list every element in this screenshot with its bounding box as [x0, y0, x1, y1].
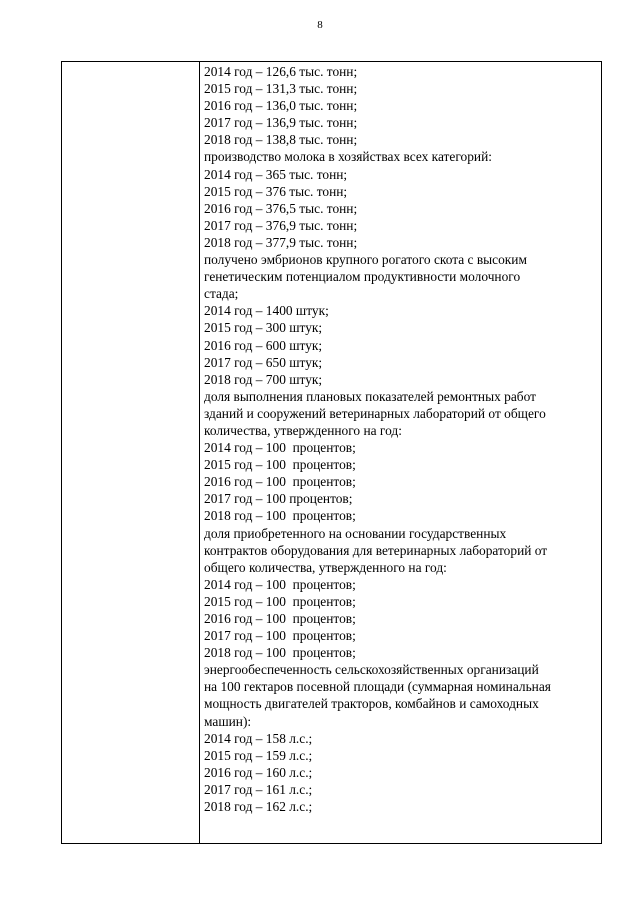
text-line: 2017 год – 100 процентов; [204, 491, 353, 507]
text-line: 2015 год – 300 штук; [204, 320, 323, 336]
text-line: зданий и сооружений ветеринарных лабораторий от общего [204, 405, 546, 421]
text-line: количества, утвержденного на год: [204, 422, 402, 438]
text-line: 2018 год – 138,8 тыс. тонн; [204, 132, 358, 148]
text-line: 2014 год – 158 л.с.; [204, 730, 313, 746]
text-line: 2016 год – 160 л.с.; [204, 764, 313, 780]
text-line: 2017 год – 650 штук; [204, 354, 323, 370]
text-line: 2017 год – 136,9 тыс. тонн; [204, 115, 358, 131]
document-table [61, 61, 602, 844]
text-line: 2017 год – 161 л.с.; [204, 781, 313, 797]
text-line: на 100 гектаров посевной площади (суммарная номинальная [204, 679, 551, 695]
text-line: 2018 год – 700 штук; [204, 371, 323, 387]
text-line: общего количества, утвержденного на год: [204, 559, 447, 575]
text-line: 2016 год – 100 процентов; [204, 611, 356, 626]
text-line: 2015 год – 100 процентов; [204, 457, 356, 473]
text-line: 2016 год – 100 процентов; [204, 474, 356, 490]
text-line: 2014 год – 100 процентов; [204, 440, 356, 456]
text-line: 2016 год – 136,0 тыс. тонн; [204, 98, 358, 114]
text-line: контрактов оборудования для ветеринарных лабораторий от [204, 542, 548, 558]
text-line: 2016 год – 376,5 тыс. тонн; [204, 200, 358, 216]
text-line: стада; [204, 286, 239, 302]
text-line: генетическим потенциалом продуктивности молочного [204, 269, 521, 285]
text-line: мощность двигателей тракторов, комбайнов и самоходных [204, 696, 539, 712]
text-line: получено эмбрионов крупного рогатого скота с высоким [204, 252, 527, 268]
page-number: 8 [317, 19, 323, 31]
text-line: 2014 год – 100 процентов; [204, 576, 356, 592]
text-line: 2015 год – 159 л.с.; [204, 747, 313, 763]
text-line: энергообеспеченность сельскохозяйственных организаций [204, 662, 539, 678]
text-line: 2018 год – 377,9 тыс. тонн; [204, 234, 358, 250]
text-line: 2014 год – 1400 штук; [204, 303, 329, 319]
text-line: 2015 год – 376 тыс. тонн; [204, 183, 348, 199]
text-line: 2015 год – 131,3 тыс. тонн; [204, 81, 358, 97]
text-line: 2018 год – 162 л.с.; [204, 799, 313, 815]
table-left-cell [62, 62, 200, 843]
text-line: 2017 год – 376,9 тыс. тонн; [204, 217, 358, 233]
text-line: 2014 год – 365 тыс. тонн; [204, 166, 348, 182]
text-line: машин): [204, 713, 252, 729]
text-line: 2017 год – 100 процентов; [204, 628, 356, 644]
table-content-cell [200, 62, 601, 843]
text-line: производство молока в хозяйствах всех категорий: [204, 149, 492, 165]
text-line: 2016 год – 600 штук; [204, 337, 323, 353]
text-line: 2014 год – 126,6 тыс. тонн; [204, 64, 358, 79]
text-line: 2018 год – 100 процентов; [204, 645, 356, 661]
text-line: доля выполнения плановых показателей ремонтных работ [204, 388, 536, 404]
text-line: доля приобретенного на основании государственных [204, 525, 507, 541]
text-line: 2018 год – 100 процентов; [204, 508, 356, 524]
text-line: 2015 год – 100 процентов; [204, 593, 356, 609]
